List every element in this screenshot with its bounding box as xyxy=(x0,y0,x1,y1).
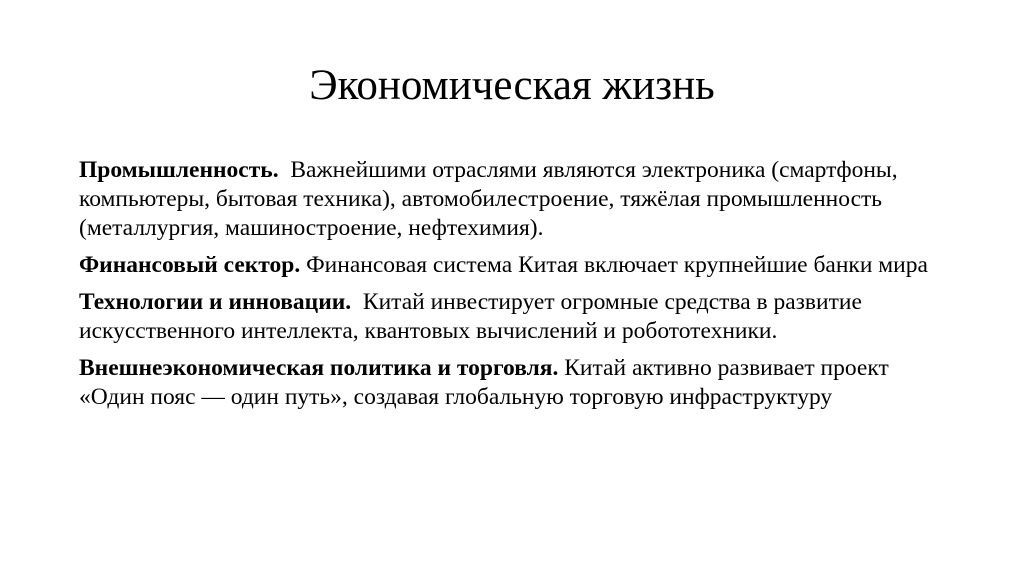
slide-title: Экономическая жизнь xyxy=(309,62,715,109)
paragraph-technology xyxy=(79,288,959,346)
paragraph-lead: Финансовый сектор. xyxy=(79,252,301,278)
paragraph-text: Китай инвестирует огромные средства в развитие искусственного интеллекта, квантовых вычислений и робототехники. xyxy=(79,289,868,344)
paragraph-trade xyxy=(79,354,959,412)
paragraph-finance xyxy=(79,251,959,280)
paragraph-text: Финансовая система Китая включает крупнейшие банки мира xyxy=(300,252,928,278)
paragraph-lead: Технологии и инновации. xyxy=(79,289,352,315)
paragraph-text: Важнейшими отраслями являются электроника (смартфоны, компьютеры, бытовая техника), автомобилестроение, тяжёлая промышленность (металлургия, машиностроение, нефтехимия). xyxy=(79,157,904,241)
paragraph-text: Китай активно развивает проект «Один пояс — один путь», создавая глобальную торговую инфраструктуру xyxy=(79,355,895,410)
paragraph-industry xyxy=(79,156,959,243)
paragraph-lead: Промышленность. xyxy=(79,157,279,183)
paragraph-lead: Внешнеэкономическая политика и торговля. xyxy=(79,355,559,381)
slide-body xyxy=(79,156,959,420)
